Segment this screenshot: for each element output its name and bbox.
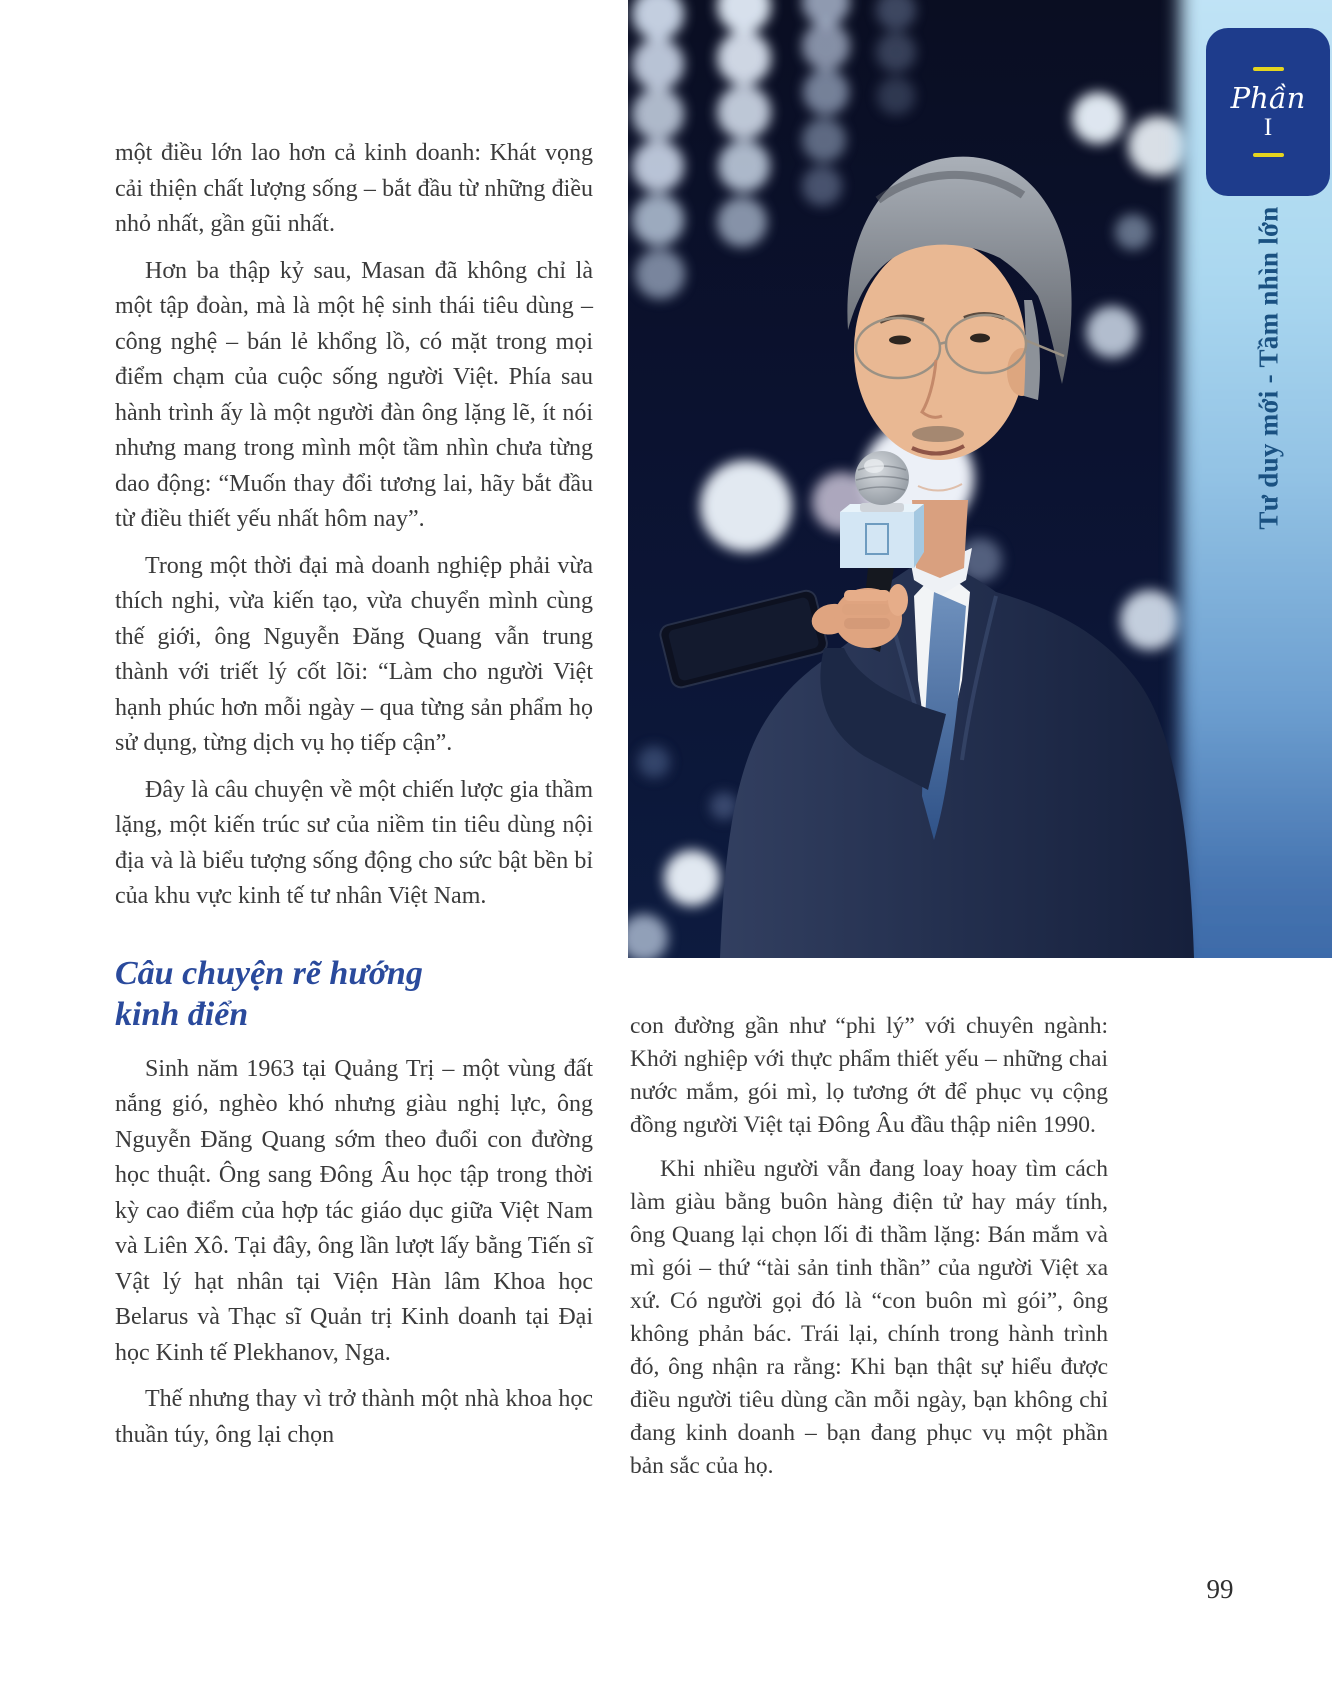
page-number: 99 [1206, 1574, 1234, 1604]
paragraph: Hơn ba thập kỷ sau, Masan đã không chỉ là một tập đoàn, mà là một hệ sinh thái tiêu dùng – công nghệ – bán lẻ khổng lồ, có mặt trong mọi điểm chạm của cuộc sống người Việt. Phía sau hành trình ấy là một người đàn ông lặng lẽ, ít nói nhưng mang trong mình một tầm nhìn chưa từng dao động: “Muốn thay đổi tương lai, hãy bắt đầu từ điều thiết yếu nhất hôm nay”. [115, 257, 593, 532]
eye [889, 336, 911, 345]
paragraph: con đường gần như “phi lý” với chuyên ngành: Khởi nghiệp với thực phẩm thiết yếu – những chai nước mắm, gói mì, lọ tương ớt để phục vụ cộng đồng người Việt tại Đông Âu đầu thập niên 1990. [630, 1013, 1108, 1138]
section-heading-line: Câu chuyện rẽ hướng [115, 954, 423, 992]
paragraph: Sinh năm 1963 tại Quảng Trị – một vùng đất nắng gió, nghèo khó nhưng giàu nghị lực, ông Nguyễn Đăng Quang sớm theo đuổi con đường học thuật. Ông sang Đông Âu học tập trong thời kỳ cao điểm của hợp tác giáo dục giữa Việt Nam và Liên Xô. Tại đây, ông lần lượt lấy bằng Tiến sĩ Vật lý hạt nhân tại Viện Hàn lâm Khoa học Belarus và Thạc sĩ Quản trị Kinh doanh tại Đại học Kinh tế Plekhanov, Nga. [115, 1055, 593, 1366]
section-heading-line: kinh điển [115, 995, 249, 1033]
mic-flag [840, 512, 914, 568]
right-column [630, 1010, 1108, 1494]
section-heading [115, 953, 593, 1035]
mustache [912, 426, 964, 442]
part-label-script: Phần [1230, 81, 1306, 115]
part-tab [1206, 28, 1330, 196]
chapter-tagline-vertical: Tư duy mới - Tầm nhìn lớn [1253, 206, 1284, 530]
paragraph: một điều lớn lao hơn cả kinh doanh: Khát vọng cải thiện chất lượng sống – bắt đầu từ những điều nhỏ nhất, gần gũi nhất. [115, 140, 593, 237]
tab-dash-top [1253, 67, 1284, 71]
paragraph: Trong một thời đại mà doanh nghiệp phải vừa thích nghi, vừa kiến tạo, vừa chuyển mình cùng thế giới, ông Nguyễn Đăng Quang vẫn trung thành với triết lý cốt lõi: “Làm cho người Việt hạnh phúc hơn mỗi ngày – qua từng sản phẩm họ sử dụng, từng dịch vụ họ tiếp cận”. [115, 552, 593, 756]
eye [970, 334, 990, 343]
paragraph: Khi nhiều người vẫn đang loay hoay tìm cách làm giàu bằng buôn hàng điện tử hay máy tính, ông Quang lại chọn lối đi thầm lặng: Bán mắm và mì gói – thứ “tài sản tinh thần” của người Việt xa xứ. Có người gọi đó là “con buôn mì gói”, ông không phản bác. Trái lại, chính trong hành trình đó, ông nhận ra rằng: Khi bạn thật sự hiểu được điều người tiêu dùng cần mỗi ngày, bạn không chỉ đang kinh doanh – bạn đang phục vụ một phần bản sắc của họ. [630, 1156, 1108, 1479]
part-numeral: I [1263, 114, 1273, 141]
tab-dash-bottom [1253, 153, 1284, 157]
left-column [115, 136, 593, 1464]
paragraph: Thế nhưng thay vì trở thành một nhà khoa học thuần túy, ông lại chọn [115, 1386, 593, 1448]
paragraph: Đây là câu chuyện về một chiến lược gia thầm lặng, một kiến trúc sư của niềm tin tiêu dùng nội địa và là biểu tượng sống động cho sức bật bền bỉ của khu vực kinh tế tư nhân Việt Nam. [115, 776, 593, 909]
